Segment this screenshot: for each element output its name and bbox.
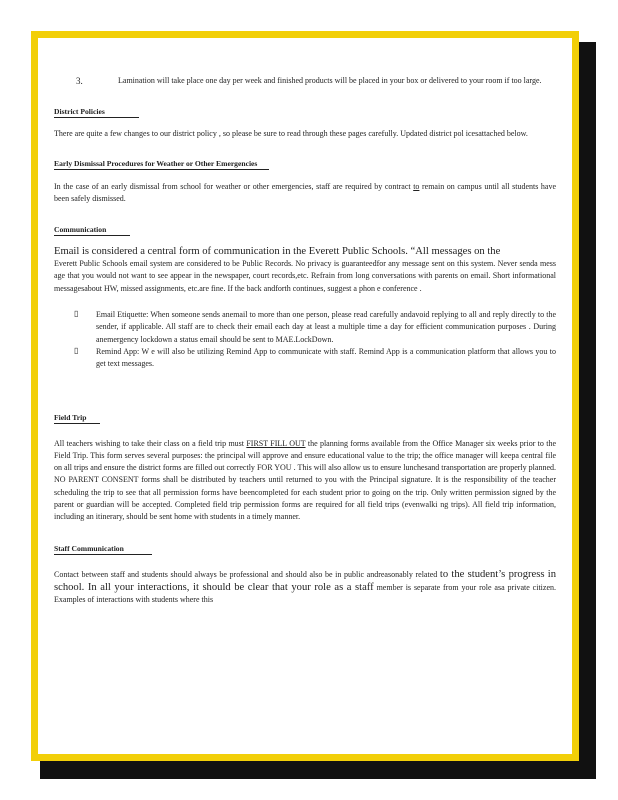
field-trip-text bbox=[54, 438, 556, 524]
early-dismissal-text-end: remain on campus until all students have been safely dismissed. bbox=[54, 181, 557, 203]
remind-app-text: Remind App: W e will also be utilizing Remind App to communicate with staff. Remind App is a communication platform that allows you to get text messages. bbox=[96, 346, 556, 369]
field-trip-underlined: FIRST FILL OUT bbox=[246, 438, 306, 448]
staff-communication-heading: Staff Communication bbox=[54, 544, 152, 555]
email-etiquette-bullet bbox=[74, 309, 556, 346]
page-content bbox=[54, 75, 556, 607]
staff-communication-text bbox=[54, 568, 556, 607]
item-number: 3. bbox=[76, 76, 83, 86]
communication-lead: Email is considered a central form of communication in the Everett Public Schools. “All messages on the bbox=[54, 246, 501, 258]
document-page bbox=[31, 31, 579, 761]
district-policies-heading: District Policies bbox=[54, 107, 139, 118]
email-etiquette-text: Email Etiquette: When someone sends anemail to more than one person, please read carefully andavoid replying to all and reply directly to the sender, if applicable. All staff are to check their email each day at least a multiple time a day for efficient communication purposes . During anemergency lockdown a status email should be sent to MAE.LockDown. bbox=[96, 310, 556, 344]
lamination-item bbox=[54, 75, 556, 87]
staff-communication-text-end: member is separate from your role asa private citizen. Examples of interactions with students where this bbox=[54, 582, 557, 605]
communication-heading: Communication bbox=[54, 225, 130, 236]
bullet-box-icon: ▯ bbox=[74, 309, 79, 319]
district-policies-text: There are quite a few changes to our district policy , so please be sure to read through these pages carefully. Updated district pol icesattached below. bbox=[54, 129, 528, 139]
early-dismissal-text-start: In the case of an early dismissal from school for weather or other emergencies, staff are required by contract bbox=[54, 181, 414, 191]
remind-app-bullet bbox=[74, 346, 556, 371]
early-dismissal-heading: Early Dismissal Procedures for Weather or Other Emergencies bbox=[54, 159, 269, 170]
communication-text: Everett Public Schools email system are considered to be Public Records. No privacy is guaranteedfor any message sent on this system. Never senda mess age that you would not want to see appear in the newspaper, court records,etc. Refrain from long conversations with parents on email. Short informational messagesabout HW, missed assignments, etc.are fine. If the back andforth continues, suggest a phon e conference . bbox=[54, 259, 556, 293]
field-trip-heading: Field Trip bbox=[54, 413, 100, 424]
early-dismissal-text bbox=[54, 181, 556, 206]
early-dismissal-underlined: to bbox=[413, 181, 420, 191]
field-trip-text-end: the planning forms available from the Office Manager six weeks prior to the Field Trip. This form serves several purposes: the principal will approve and ensure educational value to the trip; the office manager will keepa central file on all trips and ensure the district forms are filled out correctly FOR YOU . This will also allow us to ensure lunchesand transportation are properly planned. NO PARENT CONSENT forms shall be distributed by teachers until returned to you with the Principal signature. It is the responsibility of the teacher scheduling the trip to see that all permission forms have beencompleted for each student prior to going on the trip. Only written permission signed by the parent or guardian will be accepted. Completed field trip permission forms are required for all field trips (evenwalki ng trips). All field trip information, including an itinerary, should be sent home with students in a timely manner. bbox=[54, 438, 557, 522]
bullet-box-icon: ▯ bbox=[74, 345, 79, 355]
staff-communication-text-start: Contact between staff and students should always be professional and should also be in public andreasonably related bbox=[54, 569, 440, 579]
lamination-text: Lamination will take place one day per week and finished products will be placed in your box or delivered to your room if too large. bbox=[118, 76, 542, 85]
staff-communication-large-text: to the student’s progress in school. In all your interactions, it should be clear that your role as a staff bbox=[54, 568, 557, 593]
field-trip-text-start: All teachers wishing to take their class on a field trip must bbox=[54, 438, 247, 448]
